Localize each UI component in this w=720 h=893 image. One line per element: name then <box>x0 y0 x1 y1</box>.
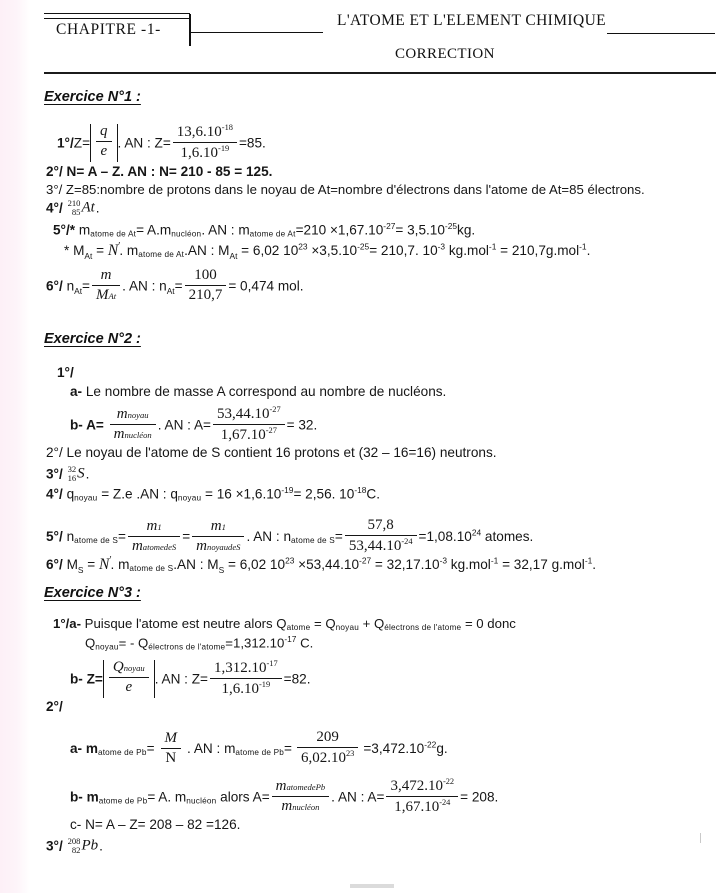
scan-mark-artifact <box>350 884 394 888</box>
fraction-denominator <box>345 536 417 555</box>
equals: = <box>118 528 126 544</box>
numeric-fraction <box>213 405 285 445</box>
unit-coulomb: C. <box>296 635 314 651</box>
exponent: -25 <box>357 241 370 252</box>
item-label: 1°/ <box>57 365 74 380</box>
ex3-item-1a-line2 <box>85 635 313 651</box>
exercise-1-title: Exercice N°1 : <box>44 89 141 105</box>
fraction-denominator <box>92 286 120 304</box>
fraction-numerator: m <box>92 267 120 286</box>
denominator-exponent: -24 <box>439 798 451 808</box>
ex3-item-2c <box>70 818 240 833</box>
denominator-subscript: At <box>108 291 117 302</box>
item-label: 2°/ <box>46 699 63 714</box>
avogadro-number-symbol: N ′ <box>108 242 120 259</box>
ex3-item-3-end: . <box>99 838 103 854</box>
ex2-item-4-value: = 16 ×1,6.10 <box>201 486 282 502</box>
mass-number: 208 <box>67 836 81 846</box>
molar-mass-subscript: S <box>77 564 84 575</box>
equals: = <box>146 740 155 756</box>
charge-subscript-electrons: électrons de l'atome <box>384 623 462 632</box>
atomic-number: 85 <box>71 206 81 217</box>
exponent: -27 <box>383 221 396 231</box>
charge-subscript-noyau: noyau <box>95 642 119 652</box>
mass-subscript: atome de Pb <box>235 747 285 757</box>
header-subtitle: CORRECTION <box>395 46 495 62</box>
exponent: -17 <box>284 634 297 644</box>
ex3-item-1b-label: b- Z= <box>70 671 103 687</box>
fraction-denominator <box>128 537 180 555</box>
ex1-item-5-line1 <box>53 222 475 239</box>
fraction-denominator: 210,7 <box>188 287 223 304</box>
mass-ratio-fraction <box>272 778 330 816</box>
denominator-exponent: -19 <box>218 144 230 154</box>
molar-mass-subscript: S <box>218 564 225 575</box>
ex1-item-5-eq: = A.m <box>136 222 172 238</box>
ex2-item-4-result: = 2,56. 10 <box>293 486 355 502</box>
an-label: . AN : A= <box>157 417 211 433</box>
abs-value-group <box>90 124 118 162</box>
chapter-label: CHAPITRE -1- <box>56 21 161 38</box>
nucleon-subscript: nucléon <box>171 229 202 239</box>
an-label: . AN : n <box>122 278 167 294</box>
mass-subscript: atome de At <box>249 229 296 239</box>
period: . <box>592 557 597 573</box>
charge-subscript: noyau <box>74 493 98 503</box>
mass-over-molar-mass-fraction <box>92 267 120 305</box>
fraction-numerator <box>213 405 285 425</box>
numerator-subscript: 1 <box>157 521 162 532</box>
period: . <box>586 243 591 259</box>
ex1-item-5-label: 5°/* <box>53 222 76 238</box>
avogadro-value: = 6,02 10 <box>237 243 299 259</box>
charge-symbol: Q <box>85 635 96 651</box>
scan-tick-artifact <box>700 833 701 843</box>
unit: kg. <box>457 222 476 238</box>
number-subscript: atome de S <box>291 535 335 545</box>
unit-kgmol: kg.mol <box>447 557 491 573</box>
equals-q: = Q <box>310 616 336 631</box>
denominator-mantissa: 1,6.10 <box>180 145 219 162</box>
charge-ratio-fraction <box>109 659 149 697</box>
page-title: L'ATOME ET L'ELEMENT CHIMIQUE <box>337 12 607 29</box>
numerator-symbol: m <box>116 406 128 422</box>
minus-q: = - Q <box>118 635 149 651</box>
numerator-exponent: -22 <box>442 777 455 786</box>
denominator-mantissa: 53,44.10 <box>348 538 402 555</box>
numerator-symbol: Q <box>112 659 124 675</box>
numeric-fraction <box>345 517 417 556</box>
nucleon-subscript: nucléon <box>186 796 217 806</box>
ex1-item-2-text: 2°/ N= A – Z. AN : N= 210 - 85 = 125. <box>46 164 273 179</box>
avogadro-number-symbol: N ′ <box>99 556 111 573</box>
exponent: 23 <box>285 555 295 566</box>
ex2-item-3 <box>46 466 89 484</box>
denominator-exponent: -27 <box>265 426 277 436</box>
ex1-item-3-text: 3°/ Z=85:nombre de protons dans le noyau de At=nombre d'électrons dans l'atome de At=85 électrons. <box>46 182 645 197</box>
fraction-denominator <box>213 425 285 444</box>
ex3-item-2a-result: =3,472.10 <box>363 740 425 756</box>
ex2-item-1b <box>70 406 317 446</box>
charge-symbol: q <box>66 486 75 502</box>
an-label: .AN : M <box>184 243 230 259</box>
result-value: = 32,17.10 <box>371 557 440 573</box>
numerator-symbol: m <box>146 517 158 534</box>
number-subscript: atome de S <box>74 535 118 545</box>
equals: = <box>83 557 99 573</box>
fraction-denominator <box>272 797 330 815</box>
numerator-mantissa: 3,472.10 <box>390 778 443 794</box>
ex1-item-5-an: . AN : m <box>201 222 250 238</box>
fraction-denominator <box>110 425 156 443</box>
ex3-item-2c-text: c- N= A – Z= 208 – 82 =126. <box>70 817 241 832</box>
denominator-symbol: m <box>281 798 293 815</box>
fraction-numerator: 100 <box>185 267 227 286</box>
denominator-subscript: noyaudeS <box>207 541 241 552</box>
ex2-item-1a-text: Le nombre de masse A correspond au nombre de nucléons. <box>82 384 447 399</box>
equals: = <box>284 740 292 756</box>
fraction-denominator: e <box>100 143 108 160</box>
ex1-item-1-an: . AN : Z= <box>117 135 171 151</box>
exponent: 24 <box>471 527 482 538</box>
molar-mass-over-avogadro-fraction <box>161 730 182 768</box>
isotope-notation-astatine <box>68 199 95 217</box>
times-mass: . m <box>110 557 130 573</box>
mass-subscript: atome de At <box>138 250 185 260</box>
ex3-item-1a-label: 1°/a- <box>53 616 81 631</box>
unit-coulomb: C. <box>366 486 381 502</box>
numeric-fraction <box>210 659 282 699</box>
ex3-item-1a-line1 <box>53 617 516 632</box>
ex1-item-6-label: 6°/ <box>46 278 63 294</box>
charge-subscript-electrons: électrons de l'atome <box>148 642 226 652</box>
denominator-subscript: nucléon <box>124 430 152 441</box>
element-symbol: At <box>81 199 95 216</box>
ex1-item-1-label: 1°/ <box>57 135 74 151</box>
mole-symbol: n <box>66 278 75 294</box>
ex2-item-1b-label: b- A= <box>70 417 104 433</box>
exponent: -27 <box>359 555 372 566</box>
molar-mass-subscript: At <box>229 250 238 261</box>
equals: = <box>82 278 90 294</box>
header-vertical-bar <box>189 14 191 46</box>
isotope-notation-sulfur <box>68 465 85 483</box>
mass-value: ×3,5.10 <box>307 243 358 259</box>
fraction-numerator <box>386 777 458 797</box>
exponent: -1 <box>490 555 499 566</box>
numerator-symbol: m <box>210 517 222 534</box>
ex1-item-5-result: = 3,5.10 <box>395 222 445 238</box>
fraction-denominator: e <box>125 679 133 696</box>
an-label: .AN : M <box>173 557 219 573</box>
unit-atoms: atomes. <box>481 528 534 544</box>
ex1-item-5-line2 <box>64 241 590 261</box>
fraction-denominator <box>210 679 282 698</box>
header-rule-bottom <box>44 72 716 74</box>
ex1-item-2 <box>46 165 272 180</box>
charge-subscript-atome: atome <box>286 623 311 632</box>
an-label: . AN : n <box>246 528 292 544</box>
denominator-exponent: -19 <box>258 680 271 690</box>
ex1-item-5-value: =210 ×1,67.10 <box>295 222 384 238</box>
mass-value: ×53,44.10 <box>294 557 360 573</box>
denominator-mantissa: 1,67.10 <box>394 799 440 816</box>
ex3-item-2b-formula: = A. m <box>147 789 187 805</box>
exponent: -18 <box>354 485 367 495</box>
ex2-item-6-label: 6°/ <box>46 557 63 573</box>
exponent: -1 <box>579 241 587 252</box>
fraction-numerator <box>192 518 244 537</box>
exponent: -19 <box>281 485 294 495</box>
unit-kgmol: kg.mol <box>445 243 489 259</box>
unit-gmol: = 210,7g.mol <box>496 243 580 259</box>
ex1-item-1-result: =85. <box>238 135 266 151</box>
mass-number: 210 <box>67 198 81 208</box>
plus-q: + Q <box>358 616 385 631</box>
charge-value: =1,312.10 <box>225 635 285 651</box>
fraction-numerator <box>128 518 180 537</box>
an-label: . AN : Z= <box>154 671 208 687</box>
numeric-fraction <box>297 729 358 768</box>
times-mass: . m <box>119 243 139 259</box>
charge-subscript-noyau: noyau <box>335 623 359 632</box>
header-rule-top <box>44 13 190 14</box>
fraction-numerator <box>110 406 156 425</box>
ex1-item-6 <box>46 268 304 306</box>
mass-ratio-fraction <box>110 406 156 444</box>
molar-mass-symbol: M <box>73 243 85 259</box>
fraction-denominator <box>297 748 358 767</box>
mass-ratio-fraction-1 <box>128 518 180 556</box>
fraction-numerator: 209 <box>297 729 358 748</box>
exponent: -3 <box>437 241 446 252</box>
ex2-item-5-result: =1,08.10 <box>418 528 472 544</box>
fraction-denominator <box>173 143 237 162</box>
ex1-item-3 <box>46 183 645 198</box>
scan-edge-artifact <box>0 0 30 893</box>
numerator-subscript: noyau <box>127 410 149 420</box>
unit-gram: g. <box>436 740 448 756</box>
ex2-item-1b-result: = 32. <box>286 417 318 433</box>
numeric-fraction <box>386 777 458 817</box>
alors-a-equals: alors A= <box>216 789 270 805</box>
numerator-subscript: noyau <box>123 663 145 673</box>
ex3-item-1b <box>70 660 311 700</box>
mass-subscript: atome de Pb <box>97 747 147 757</box>
ex3-item-2b-result: = 208. <box>460 789 499 805</box>
mole-subscript: At <box>74 286 83 297</box>
number-symbol: n <box>66 528 75 544</box>
mass-subscript: atome de At <box>90 229 137 239</box>
ex1-item-6-result: = 0,474 mol. <box>228 278 304 294</box>
exponent: -3 <box>439 555 448 566</box>
ex2-item-6 <box>46 555 596 575</box>
numerator-symbol: m <box>275 778 287 794</box>
header-rule-top-second <box>44 18 190 19</box>
atomic-number: 82 <box>71 844 81 855</box>
avogadro-value: = 6,02 10 <box>224 557 286 573</box>
denominator-mantissa: 6,02.10 <box>300 750 346 767</box>
denominator-exponent: 23 <box>345 749 355 759</box>
ex1-item-1-formula: Z= <box>73 135 91 151</box>
sub-label: a- <box>70 384 83 399</box>
fraction-numerator: 57,8 <box>345 517 417 536</box>
ex2-item-4 <box>46 486 380 503</box>
fraction-denominator <box>386 797 458 816</box>
ex2-item-1-label <box>57 366 74 381</box>
numerator-mantissa: 1,312.10 <box>213 660 267 676</box>
molar-mass-symbol: M <box>66 557 78 573</box>
bullet-star: * <box>64 243 70 259</box>
an-label: . AN : A= <box>331 789 385 805</box>
fraction-numerator <box>210 659 282 679</box>
header-rule-middle <box>190 32 323 33</box>
numerator-subscript: atomedePb <box>286 782 326 792</box>
ex3-item-2b <box>70 778 498 818</box>
ex2-item-4-label: 4°/ <box>46 486 63 502</box>
charge-ratio-fraction <box>96 123 112 161</box>
ex3-item-2a-label: a- m <box>70 740 98 756</box>
equals: = <box>334 528 343 544</box>
isotope-numbers <box>68 465 77 483</box>
exponent: -1 <box>584 555 593 566</box>
ex2-item-2-text: 2°/ Le noyau de l'atome de S contient 16 protons et (32 – 16=16) neutrons. <box>46 445 497 460</box>
mass-ratio-fraction-2 <box>192 518 244 556</box>
exponent: 23 <box>298 241 308 252</box>
fraction-numerator <box>173 123 237 143</box>
ex3-item-3-label: 3°/ <box>46 838 63 854</box>
numerator-exponent: -27 <box>269 405 281 414</box>
unit-gmol: = 32,17 g.mol <box>498 557 585 573</box>
fraction-numerator: q <box>96 123 112 142</box>
numeric-fraction <box>185 267 227 305</box>
document-header <box>0 0 720 80</box>
ex2-item-5 <box>46 518 533 557</box>
ex1-item-1 <box>57 124 266 164</box>
ex1-item-4 <box>46 200 100 218</box>
denominator-subscript: atomedeS <box>142 541 177 552</box>
denominator-exponent: -24 <box>401 537 413 547</box>
ex3-item-2b-label: b- m <box>70 789 99 805</box>
isotope-numbers <box>68 837 81 855</box>
denominator-subscript: nucléon <box>292 802 320 813</box>
exercise-3-title: Exercice N°3 : <box>44 585 141 601</box>
atomic-number: 16 <box>67 472 77 483</box>
ex2-item-4-formula: = Z.e .AN : q <box>97 486 178 502</box>
fraction-denominator: N <box>165 749 177 766</box>
element-symbol: Pb <box>81 837 99 854</box>
ex2-item-3-label: 3°/ <box>46 466 63 482</box>
ex3-item-2-label <box>46 700 63 715</box>
isotope-notation-lead <box>68 837 99 855</box>
ex3-item-1b-result: =82. <box>283 671 311 687</box>
ex2-item-5-label: 5°/ <box>46 528 63 544</box>
mass-subscript: atome de S <box>129 564 174 574</box>
isotope-numbers <box>68 199 81 217</box>
exponent: -1 <box>488 241 497 252</box>
ex3-item-1a-text: Puisque l'atome est neutre alors Q <box>81 616 287 631</box>
ex3-item-3 <box>46 838 103 856</box>
numerator-mantissa: 53,44.10 <box>216 406 270 422</box>
denominator-symbol: m <box>131 537 143 554</box>
ex2-item-2 <box>46 446 497 461</box>
ex3-item-2a <box>70 730 448 769</box>
exercise-2-title: Exercice N°2 : <box>44 331 141 347</box>
mass-subscript: atome de Pb <box>98 796 148 806</box>
numerator-mantissa: 13,6.10 <box>176 124 222 140</box>
mass-number: 32 <box>67 464 77 474</box>
element-symbol: S <box>77 465 85 482</box>
ex2-item-3-end: . <box>85 466 90 482</box>
fraction-denominator <box>192 537 244 555</box>
ex2-item-1a <box>70 385 446 400</box>
denominator-mantissa: 1,6.10 <box>221 681 259 698</box>
ex1-item-4-label: 4°/ <box>46 200 63 216</box>
abs-value-group <box>103 660 155 698</box>
exponent: -22 <box>424 739 437 750</box>
fraction-numerator <box>272 778 330 797</box>
mole-subscript: At <box>166 286 175 297</box>
denominator-symbol: m <box>113 426 125 443</box>
equals: = <box>92 243 108 259</box>
denominator-mantissa: 1,67.10 <box>220 427 266 444</box>
ex1-item-4-end: . <box>95 200 100 216</box>
an-label: . AN : m <box>187 740 236 756</box>
exponent: -25 <box>444 221 458 231</box>
result-value: = 210,7. 10 <box>369 243 438 259</box>
numerator-exponent: -17 <box>266 659 278 668</box>
title-underline <box>607 33 715 34</box>
charge-subscript: noyau <box>177 493 202 503</box>
fraction-numerator <box>109 659 149 678</box>
equals: = <box>182 528 191 544</box>
numerator-exponent: -18 <box>221 123 233 132</box>
equals: = <box>174 278 183 294</box>
mass-symbol: m <box>78 222 91 238</box>
numerator-subscript: 1 <box>221 521 226 532</box>
numeric-fraction <box>173 123 237 163</box>
fraction-numerator: M <box>161 730 182 749</box>
molar-mass-subscript: At <box>84 250 93 261</box>
denominator-symbol: M <box>96 287 109 304</box>
denominator-symbol: m <box>196 537 208 554</box>
equals-zero-donc: = 0 donc <box>461 616 516 631</box>
